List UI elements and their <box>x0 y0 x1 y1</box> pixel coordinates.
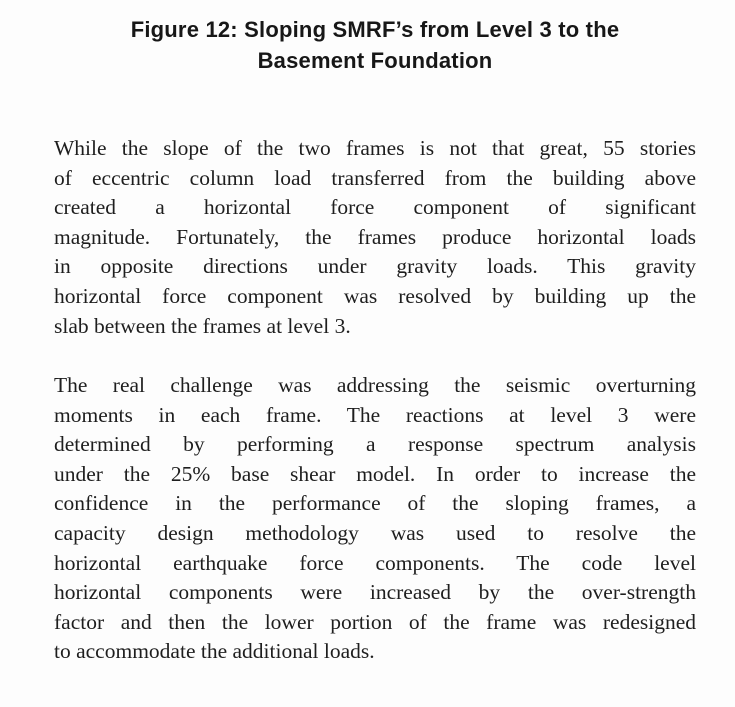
text-line: While the slope of the two frames is not that great, 55 stories <box>54 136 696 160</box>
text-line: created a horizontal force component of significant <box>54 195 696 220</box>
text-line: confidence in the performance of the sloping frames, a <box>54 491 696 516</box>
text-line: under the 25% base shear model. In order to increase the <box>54 461 696 486</box>
text-line: to accommodate the additional loads. <box>54 639 375 664</box>
text-line: in opposite directions under gravity loads. This gravity <box>54 254 696 279</box>
text-line: magnitude. Fortunately, the frames produce horizontal loads <box>54 224 696 249</box>
text-line: factor and then the lower portion of the frame was redesigned <box>54 609 696 634</box>
text-line: moments in each frame. The reactions at level 3 were <box>54 402 696 427</box>
text-line: horizontal components were increased by the over-strength <box>54 580 696 605</box>
text-line: horizontal earthquake force components. The code level <box>54 550 696 575</box>
body-paragraph-2 <box>54 371 696 667</box>
body-paragraph-1 <box>54 134 696 341</box>
text-line: capacity design methodology was used to resolve the <box>54 520 696 545</box>
figure-title-line: Basement Foundation <box>257 48 493 73</box>
text-line: The real challenge was addressing the seismic overturning <box>54 373 696 397</box>
text-line: determined by performing a response spectrum analysis <box>54 432 696 457</box>
figure-title <box>60 14 690 76</box>
figure-title-line: Figure 12: Sloping SMRF’s from Level 3 to the <box>130 17 620 42</box>
text-line: horizontal force component was resolved by building up the <box>54 283 696 308</box>
text-line: slab between the frames at level 3. <box>54 313 351 338</box>
text-line: of eccentric column load transferred from the building above <box>54 165 696 190</box>
